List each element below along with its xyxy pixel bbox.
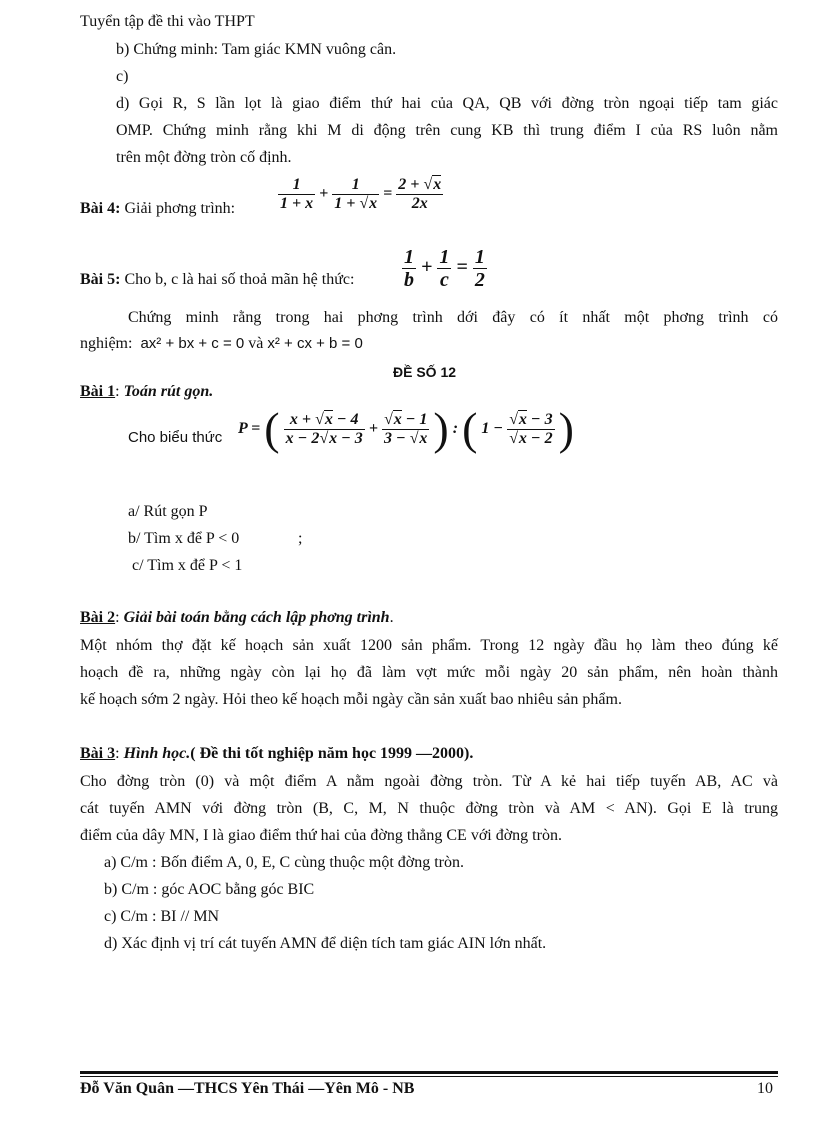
bai3-item-a: a) C/m : Bốn điểm A, 0, E, C cùng thuộc một đờng tròn. [104,854,464,871]
bai4-frac1: $\frac{1}{1 + x}$ [280,176,314,212]
bai1-intro: Cho biểu thức [128,429,223,446]
bai5-body-line1: Chứng minh rằng trong hai phơng trình dới đây có ít nhất một phơng trình có [128,309,778,326]
bai1-expression: P = ( $\frac{x + √x - 4}{x - 2√x - 3}$ + $\frac{√x - 1}{3 - √x}$ ) : ( 1 − $\frac{√x - 3}{√x - 2}$ ) [238,403,574,454]
bai5-equation [402,246,487,291]
bai5-equals: = [456,256,468,279]
page-number: 10 [757,1080,773,1097]
bai5-heading [80,270,354,290]
bai5-text: Cho b, c là hai số thoả mãn hệ thức: [124,271,355,288]
bai1-a: a/ Rút gọn P [128,503,208,520]
bai3-heading: Bài 3: Hình học.( Đề thi tốt nghiệp năm học 1999 —2000). [80,745,474,762]
footer-rule-thick [80,1071,778,1074]
item-d-line1: d) Gọi R, S lần lọt là giao điểm thứ hai của QA, QB với đờng tròn ngoại tiếp tam giác [116,95,778,112]
bai2-line3: kế hoạch sớm 2 ngày. Hỏi theo kế hoạch mỗi ngày cần sản xuất bao nhiêu sản phẩm. [80,691,622,708]
bai1-b-semicolon: ; [298,530,303,547]
bai4-equals: = [383,185,393,203]
item-d-line3: trên một đờng tròn cố định. [116,149,292,166]
bai4-frac3: $\frac{2 + √x}{2x}$ [398,176,442,212]
footer-rule-thin [80,1076,778,1077]
bai3-item-b: b) C/m : góc AOC bằng góc BIC [104,881,315,898]
item-b: b) Chứng minh: Tam giác KMN vuông cân. [116,41,397,58]
bai4-heading [80,199,235,219]
bai2-line1: Một nhóm thợ đặt kế hoạch sản xuất 1200 sản phẩm. Trong 12 ngày đầu họ làm theo đúng kế [80,637,778,654]
bai1-heading: Bài 1: Toán rút gọn. [80,383,214,400]
bai3-line1: Cho đờng tròn (0) và một điểm A nằm ngoài đờng tròn. Từ A kẻ hai tiếp tuyến AB, AC và [80,773,778,790]
bai1-b: b/ Tìm x để P < 0 [128,530,240,547]
bai5-label: Bài 5: [80,271,121,288]
bai5-frac2: $\frac{1}{c}$ [439,246,450,291]
bai4-label: Bài 4: [80,200,121,217]
bai5-frac1: $\frac{1}{b}$ [404,246,414,291]
bai1-c: c/ Tìm x để P < 1 [132,557,243,574]
bai3-item-d: d) Xác định vị trí cát tuyến AMN để diện tích tam giác AIN lớn nhất. [104,935,547,952]
bai5-frac3: $\frac{1}{2}$ [474,246,485,291]
bai3-line2: cát tuyến AMN với đờng tròn (B, C, M, N thuộc đờng tròn và AM < AN). Gọi E là trung [80,800,778,817]
bai2-heading: Bài 2: Giải bài toán bằng cách lập phơng trình. [80,609,394,626]
bai2-line2: hoạch đề ra, những ngày còn lại họ đã làm vợt mức mỗi ngày 20 sản phẩm, nên hoàn thành [80,664,778,681]
de-title: ĐỀ SỐ 12 [393,364,457,380]
bai4-equation [278,176,443,213]
bai3-line3: điểm của dây MN, I là giao điểm thứ hai của đờng thẳng CE với đờng tròn. [80,827,562,844]
bai5-body-line2: nghiệm: ax² + bx + c = 0 và x² + cx + b = 0 [80,335,363,352]
bai4-plus: + [319,185,329,203]
page-header: Tuyển tập đề thi vào THPT [80,13,255,30]
item-d-line2: OMP. Chứng minh rằng khi M di động trên cung KB thì trung điểm I của RS luôn nằm [116,122,778,139]
bai4-text: Giải phơng trình: [124,200,236,217]
bai3-item-c: c) C/m : BI // MN [104,908,220,925]
footer-author: Đỗ Văn Quân —THCS Yên Thái —Yên Mô - NB [80,1080,415,1097]
bai4-frac2: $\frac{1}{1 + √x}$ [334,176,378,212]
bai5-plus: + [421,256,433,279]
item-c: c) [116,68,129,85]
